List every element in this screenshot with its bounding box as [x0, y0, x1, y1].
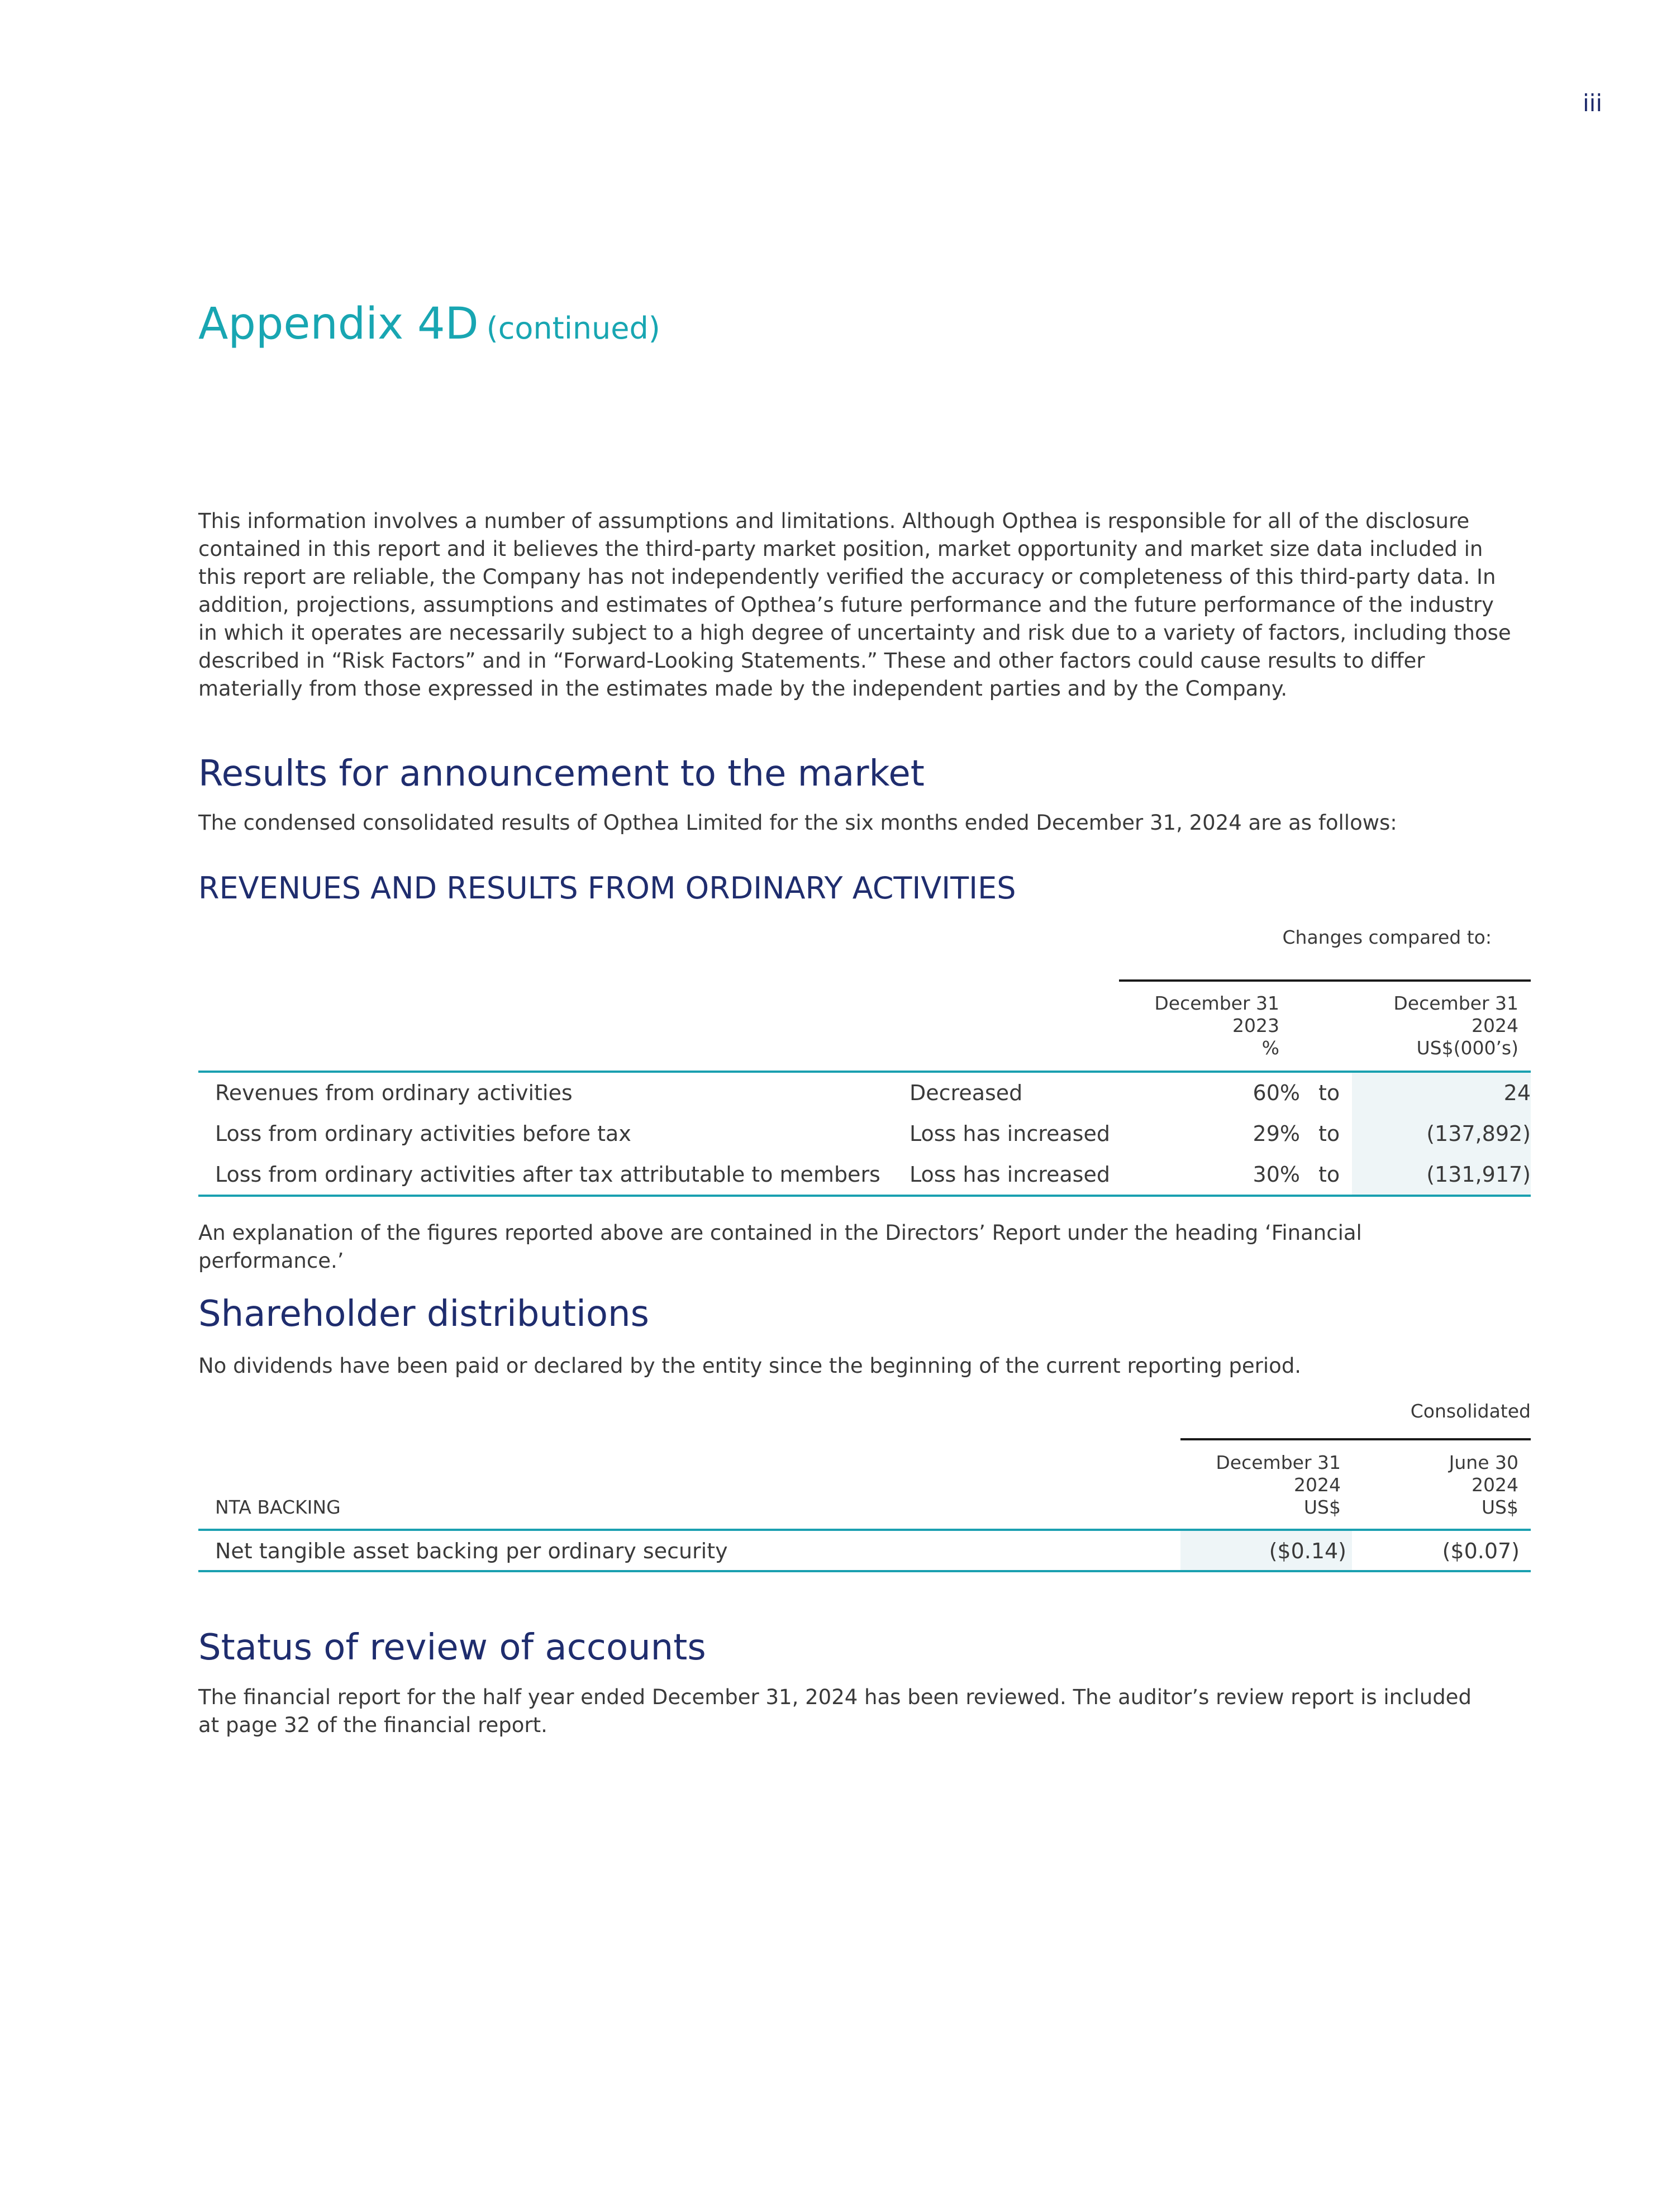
- row-percent: 60%: [1253, 1081, 1300, 1105]
- row-label: Net tangible asset backing per ordinary security: [215, 1539, 728, 1563]
- row-direction: Loss has increased: [910, 1121, 1110, 1146]
- revenues-col1-header: December 31 2023 %: [1154, 992, 1279, 1059]
- row-percent: 30%: [1253, 1162, 1300, 1187]
- nta-col1-header: December 31 2024 US$: [1216, 1452, 1341, 1518]
- row-percent: 29%: [1253, 1121, 1300, 1146]
- revenues-explanation: An explanation of the figures reported above are contained in the Directors’ Report under the heading ‘Financial performance.’: [198, 1221, 1362, 1273]
- title-main: Appendix 4D: [198, 299, 479, 349]
- revenues-heading: REVENUES AND RESULTS FROM ORDINARY ACTIVITIES: [198, 870, 1016, 906]
- review-heading: Status of review of accounts: [198, 1627, 706, 1668]
- row-label: Revenues from ordinary activities: [215, 1081, 573, 1105]
- page-number: iii: [1582, 89, 1602, 117]
- revenues-table-bottom-rule: [198, 1195, 1531, 1197]
- nta-table-bottom-rule: [198, 1570, 1531, 1572]
- results-text: The condensed consolidated results of Opthea Limited for the six months ended December 31, 2024 are as follows:: [198, 811, 1397, 835]
- nta-col2-header: June 30 2024 US$: [1449, 1452, 1518, 1518]
- row-direction: Decreased: [910, 1081, 1023, 1105]
- changes-compared-label: Changes compared to:: [1282, 926, 1492, 948]
- revenues-col2-header: December 31 2024 US$(000’s): [1393, 992, 1518, 1059]
- nta-header-rule: [1180, 1438, 1531, 1440]
- intro-paragraph: This information involves a number of assumptions and limitations. Although Opthea is responsible for all of the disclosure contained in this report and it believes the third-party market position, market opportunity and market size data included in this report are reliable, the Company has not independently verified the accuracy or completeness of this third-party data. In addition, projections, assumptions and estimates of Opthea’s future performance and the future performance of the industry in which it operates are necessarily subject to a high degree of uncertainty and risk due to a variety of factors, including those described in “Risk Factors” and in “Forward-Looking Statements.” These and other factors could cause results to differ materially from those expressed in the estimates made by the independent parties and by the Company.: [198, 509, 1511, 701]
- row-value: (131,917): [1426, 1162, 1531, 1187]
- results-heading: Results for announcement to the market: [198, 753, 925, 795]
- revenues-table-top-rule: [198, 1071, 1531, 1073]
- distributions-text: No dividends have been paid or declared by the entity since the beginning of the current reporting period.: [198, 1354, 1302, 1378]
- row-to: to: [1318, 1081, 1340, 1105]
- row-label: Loss from ordinary activities before tax: [215, 1121, 631, 1146]
- revenues-header-rule: [1119, 979, 1531, 982]
- row-value: 24: [1503, 1081, 1531, 1105]
- row-to: to: [1318, 1121, 1340, 1146]
- row-value-dec-2024: ($0.14): [1269, 1539, 1346, 1563]
- title-subtitle: (continued): [486, 311, 660, 346]
- row-direction: Loss has increased: [910, 1162, 1110, 1187]
- row-label: Loss from ordinary activities after tax attributable to members: [215, 1162, 880, 1187]
- distributions-heading: Shareholder distributions: [198, 1293, 649, 1335]
- page-title: [198, 299, 660, 349]
- row-value-jun-2024: ($0.07): [1442, 1539, 1520, 1563]
- review-text: The financial report for the half year ended December 31, 2024 has been reviewed. The auditor’s review report is included at page 32 of the financial report.: [198, 1685, 1472, 1737]
- nta-backing-label: NTA BACKING: [215, 1496, 341, 1518]
- row-value: (137,892): [1426, 1121, 1531, 1146]
- consolidated-label: Consolidated: [1410, 1400, 1531, 1422]
- row-to: to: [1318, 1162, 1340, 1187]
